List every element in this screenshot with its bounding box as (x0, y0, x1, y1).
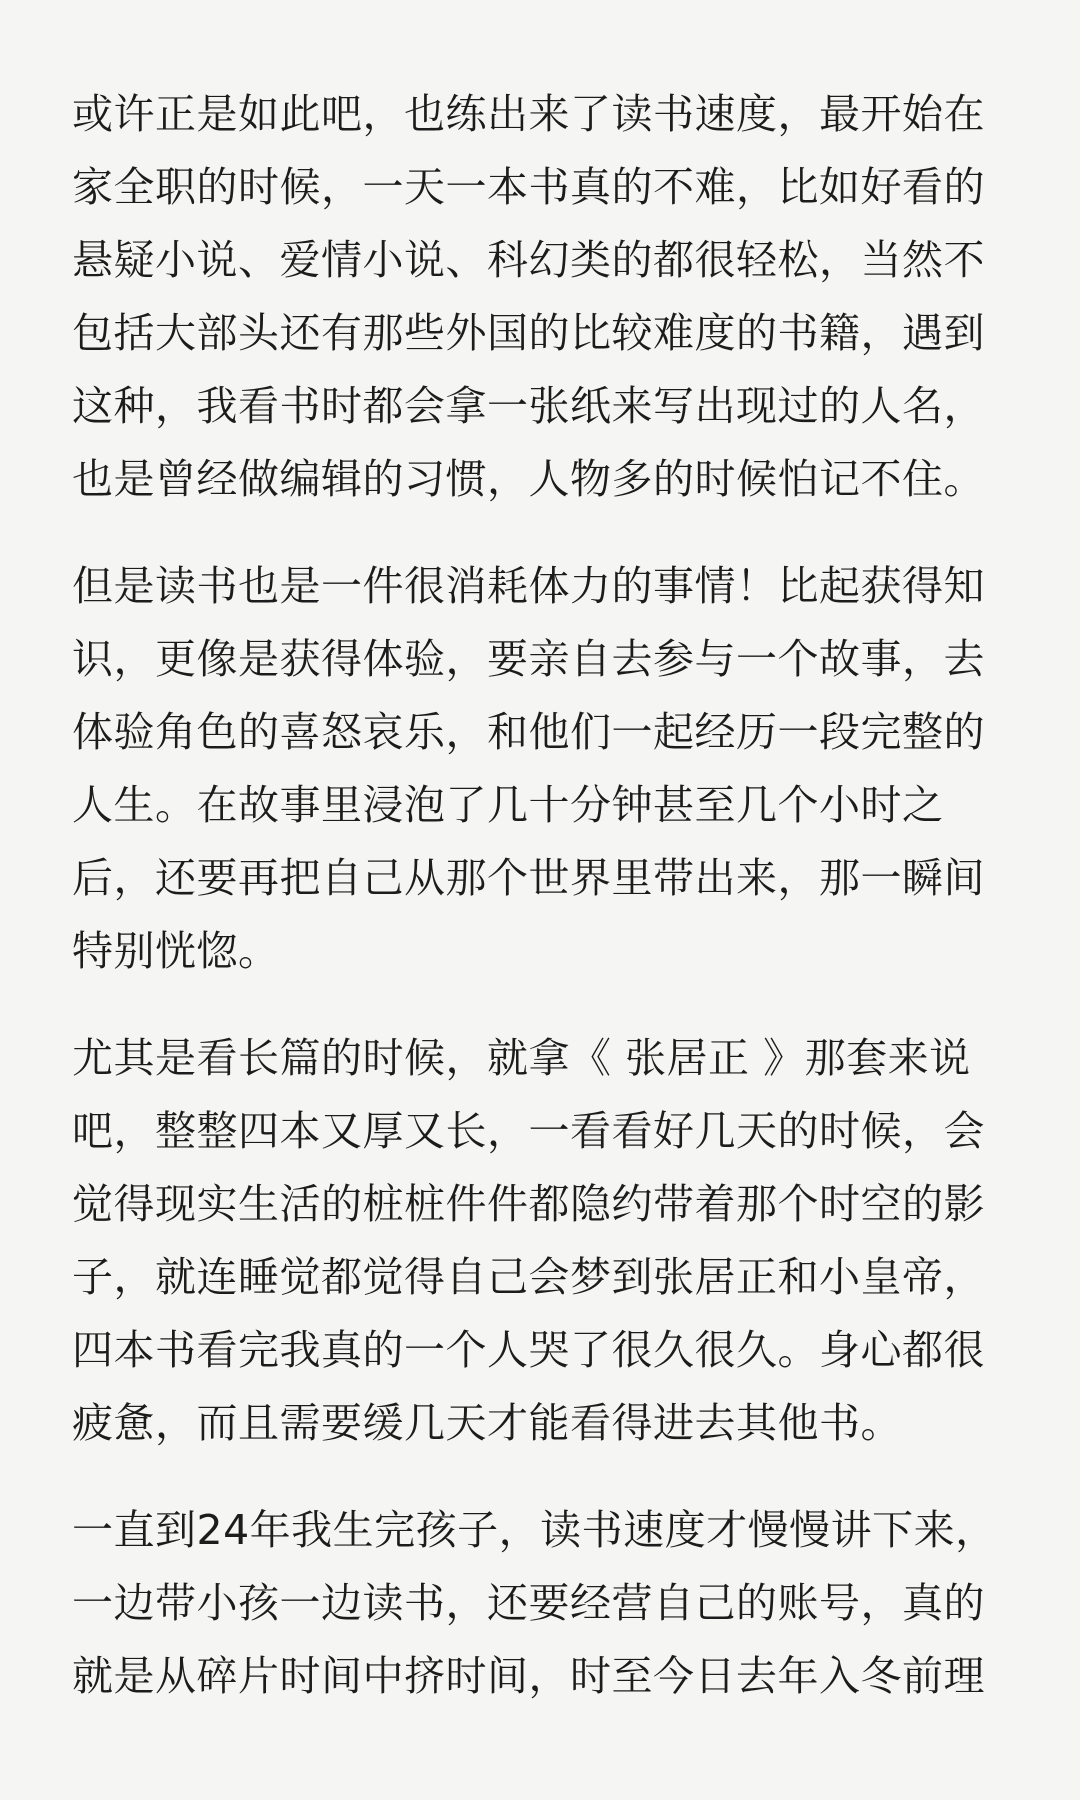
text-line: 人生。在故事里浸泡了几十分钟甚至几个小时之 (72, 781, 944, 829)
text-line: 也是曾经做编辑的习惯，人物多的时候怕记不住。 (72, 455, 985, 503)
text-line: 四本书看完我真的一个人哭了很久很久。身心都很 (72, 1326, 985, 1374)
text-line: 但是读书也是一件很消耗体力的事情！比起获得知 (72, 562, 985, 610)
text-line: 体验角色的喜怒哀乐，和他们一起经历一段完整的 (72, 708, 985, 756)
text-line: 吧，整整四本又厚又长，一看看好几天的时候，会 (72, 1107, 985, 1155)
text-line: 觉得现实生活的桩桩件件都隐约带着那个时空的影 (72, 1180, 985, 1228)
text-line: 后，还要再把自己从那个世界里带出来，那一瞬间 (72, 854, 985, 902)
text-line: 这种，我看书时都会拿一张纸来写出现过的人名， (72, 382, 985, 430)
article-body (72, 78, 1022, 1747)
paragraph-3 (72, 1022, 1022, 1460)
paragraph-1 (72, 78, 1022, 516)
text-line: 包括大部头还有那些外国的比较难度的书籍，遇到 (72, 309, 985, 357)
paragraph-2 (72, 550, 1022, 988)
text-line: 或许正是如此吧，也练出来了读书速度，最开始在 (72, 90, 985, 138)
text-line: 特别恍惚。 (72, 927, 280, 975)
text-line: 悬疑小说、爱情小说、科幻类的都很轻松，当然不 (72, 236, 985, 284)
text-line: 就是从碎片时间中挤时间，时至今日去年入冬前理 (72, 1652, 985, 1700)
paragraph-4 (72, 1494, 1022, 1713)
text-line: 疲惫，而且需要缓几天才能看得进去其他书。 (72, 1399, 902, 1447)
text-line: 一边带小孩一边读书，还要经营自己的账号，真的 (72, 1579, 985, 1627)
text-line: 尤其是看长篇的时候，就拿《 张居正 》那套来说 (72, 1034, 971, 1082)
text-line: 识，更像是获得体验，要亲自去参与一个故事，去 (72, 635, 985, 683)
text-line: 子，就连睡觉都觉得自己会梦到张居正和小皇帝， (72, 1253, 985, 1301)
text-line: 家全职的时候，一天一本书真的不难，比如好看的 (72, 163, 985, 211)
text-line: 一直到24年我生完孩子，读书速度才慢慢讲下来， (72, 1506, 997, 1554)
